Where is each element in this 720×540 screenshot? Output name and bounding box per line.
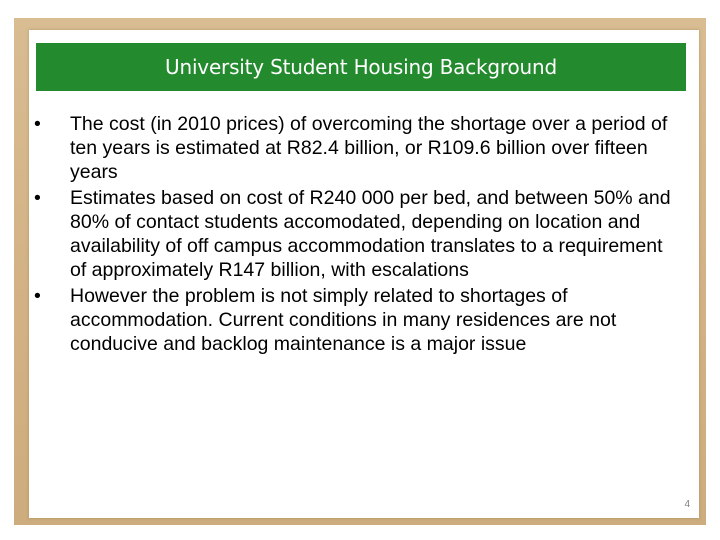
slide-number: 4 bbox=[684, 499, 690, 510]
slide-title: University Student Housing Background bbox=[165, 55, 557, 79]
bullet-item bbox=[34, 112, 674, 184]
bullet-list bbox=[34, 112, 674, 358]
bullet-text: However the problem is not simply related to shortages of accommodation. Current conditions in many residences are not conducive and backlog maintenance is a major issue bbox=[70, 285, 617, 355]
bullet-item bbox=[34, 284, 674, 356]
bullet-text: The cost (in 2010 prices) of overcoming the shortage over a period of ten years is estimated at R82.4 billion, or R109.6 billion over fifteen years bbox=[70, 113, 668, 183]
bullet-text: Estimates based on cost of R240 000 per bed, and between 50% and 80% of contact students accomodated, depending on location and availability of off campus accommodation translates to a requirement of approximately R147 billion, with escalations bbox=[70, 187, 671, 281]
bullet-icon: • bbox=[34, 113, 41, 135]
bullet-icon: • bbox=[34, 187, 41, 209]
bullet-icon: • bbox=[34, 285, 41, 307]
title-bar bbox=[36, 43, 686, 91]
bullet-item bbox=[34, 186, 674, 282]
